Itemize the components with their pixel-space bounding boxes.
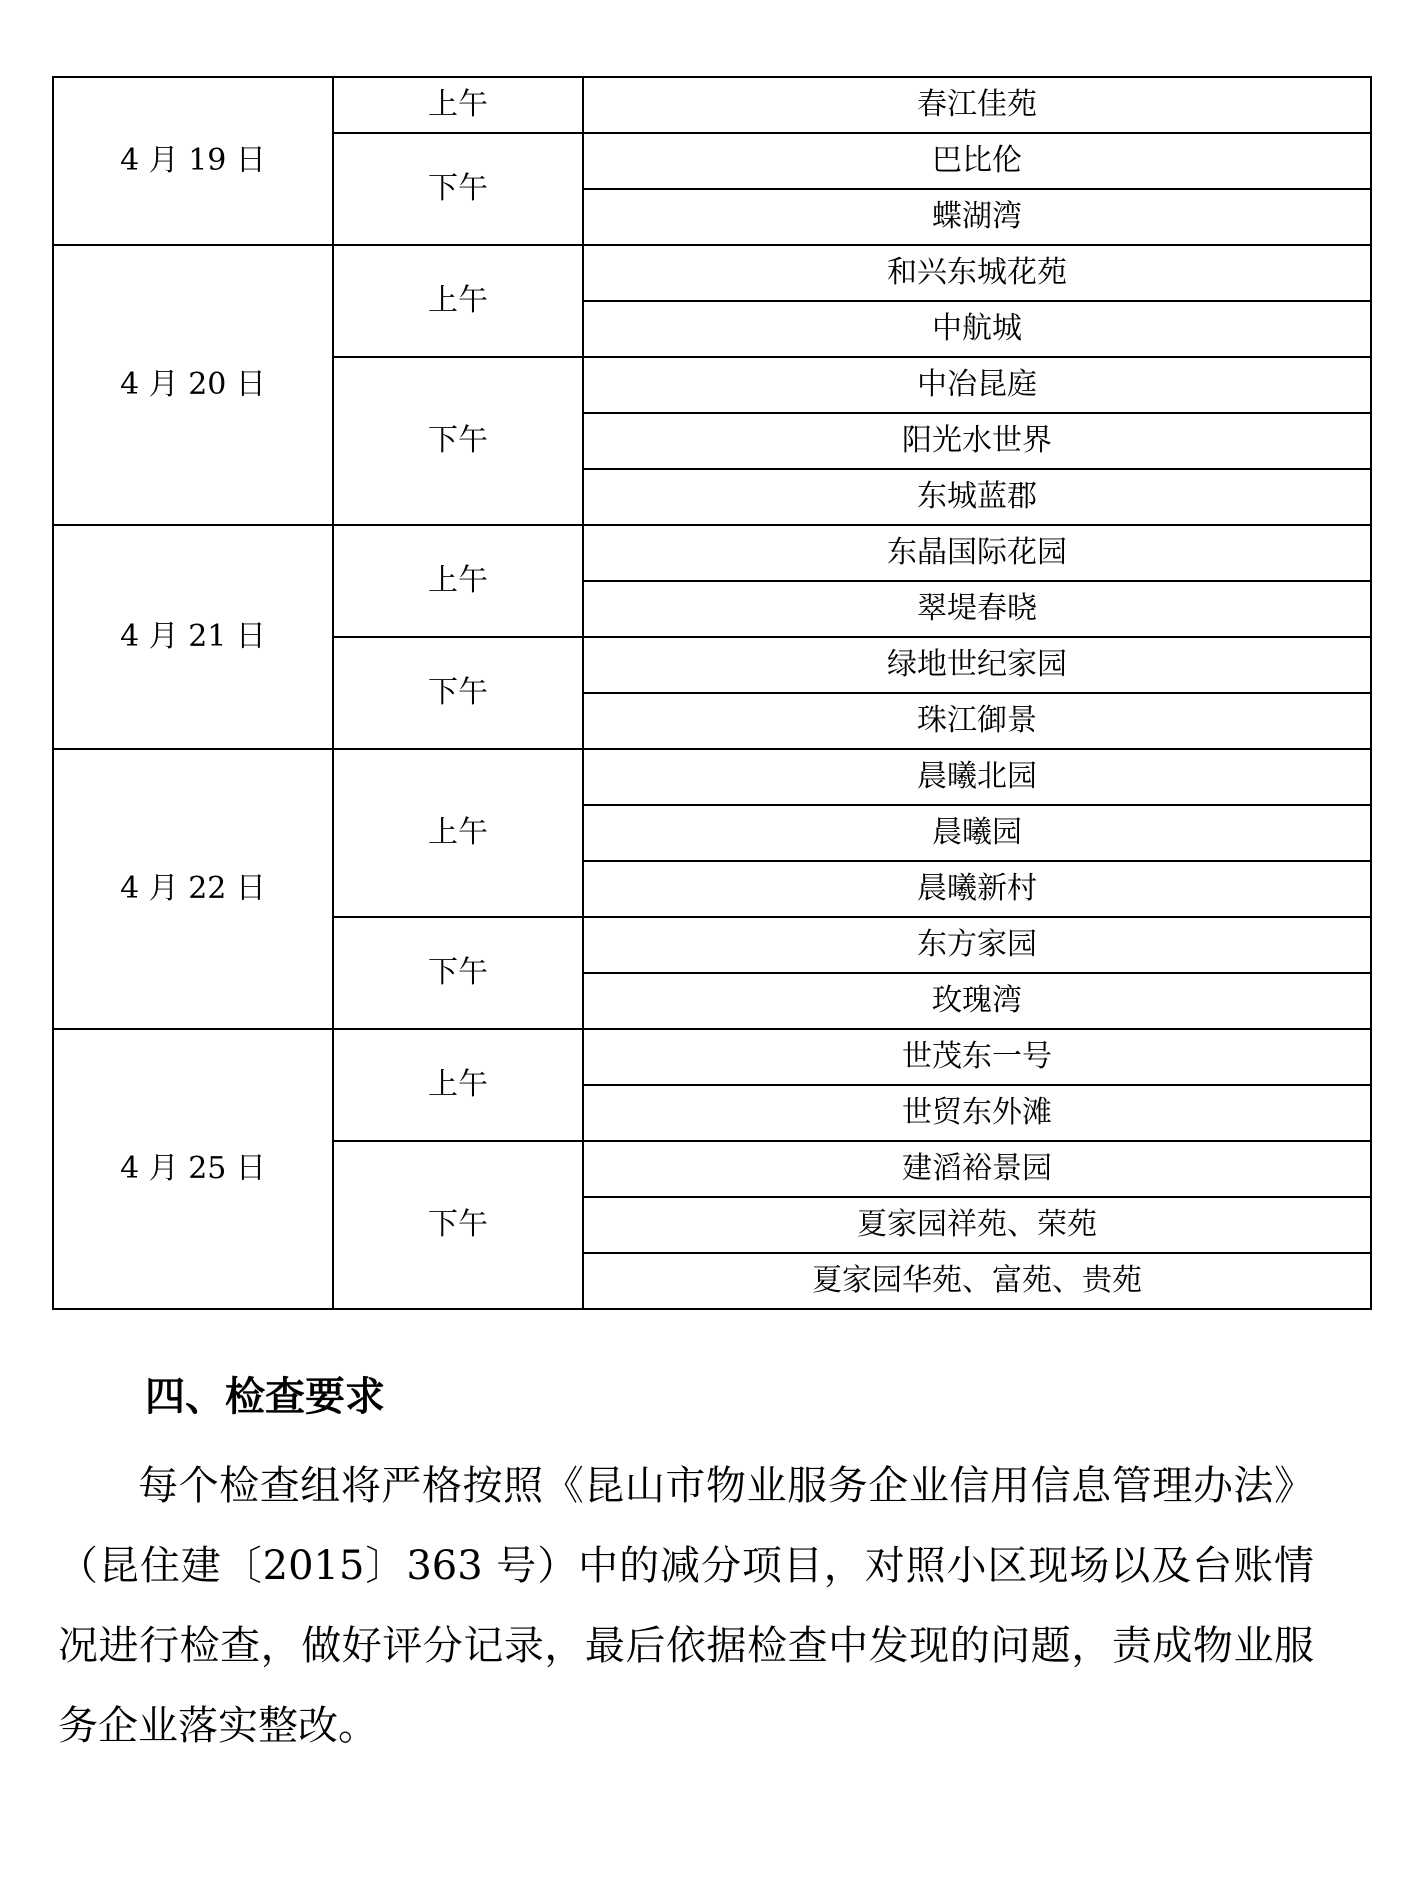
schedule-table-body [53, 77, 1371, 1309]
community-cell: 夏家园华苑、富苑、贵苑 [583, 1253, 1371, 1309]
period-cell: 下午 [333, 637, 583, 749]
date-cell: 4 月 22 日 [53, 749, 333, 1029]
table-row [53, 1029, 1371, 1085]
date-cell: 4 月 25 日 [53, 1029, 333, 1309]
table-row [53, 245, 1371, 301]
period-cell: 上午 [333, 1029, 583, 1141]
community-cell: 蝶湖湾 [583, 189, 1371, 245]
community-cell: 建滔裕景园 [583, 1141, 1371, 1197]
community-cell: 和兴东城花苑 [583, 245, 1371, 301]
date-cell: 4 月 21 日 [53, 525, 333, 749]
date-cell: 4 月 20 日 [53, 245, 333, 525]
period-cell: 下午 [333, 133, 583, 245]
community-cell: 春江佳苑 [583, 77, 1371, 133]
community-cell: 巴比伦 [583, 133, 1371, 189]
community-cell: 绿地世纪家园 [583, 637, 1371, 693]
community-cell: 夏家园祥苑、荣苑 [583, 1197, 1371, 1253]
community-cell: 东城蓝郡 [583, 469, 1371, 525]
community-cell: 珠江御景 [583, 693, 1371, 749]
community-cell: 晨曦园 [583, 805, 1371, 861]
community-cell: 中冶昆庭 [583, 357, 1371, 413]
community-cell: 世贸东外滩 [583, 1085, 1371, 1141]
date-cell: 4 月 19 日 [53, 77, 333, 245]
community-cell: 晨曦北园 [583, 749, 1371, 805]
period-cell: 上午 [333, 245, 583, 357]
period-cell: 上午 [333, 525, 583, 637]
inspection-schedule-table [52, 76, 1372, 1310]
period-cell: 下午 [333, 1141, 583, 1309]
period-cell: 上午 [333, 749, 583, 917]
community-cell: 东晶国际花园 [583, 525, 1371, 581]
community-cell: 中航城 [583, 301, 1371, 357]
section-paragraph: 每个检查组将严格按照《昆山市物业服务企业信用信息管理办法》（昆住建〔2015〕363 号）中的减分项目，对照小区现场以及台账情况进行检查，做好评分记录，最后依据检查中发现的问题，责成物业服务企业落实整改。 [58, 1463, 1314, 1749]
community-cell: 翠堤春晓 [583, 581, 1371, 637]
community-cell: 阳光水世界 [583, 413, 1371, 469]
table-row [53, 77, 1371, 133]
community-cell: 世茂东一号 [583, 1029, 1371, 1085]
period-cell: 上午 [333, 77, 583, 133]
period-cell: 下午 [333, 917, 583, 1029]
section-heading: 四、检查要求 [145, 1374, 385, 1420]
table-row [53, 749, 1371, 805]
community-cell: 晨曦新村 [583, 861, 1371, 917]
community-cell: 玫瑰湾 [583, 973, 1371, 1029]
table-row [53, 525, 1371, 581]
period-cell: 下午 [333, 357, 583, 525]
community-cell: 东方家园 [583, 917, 1371, 973]
